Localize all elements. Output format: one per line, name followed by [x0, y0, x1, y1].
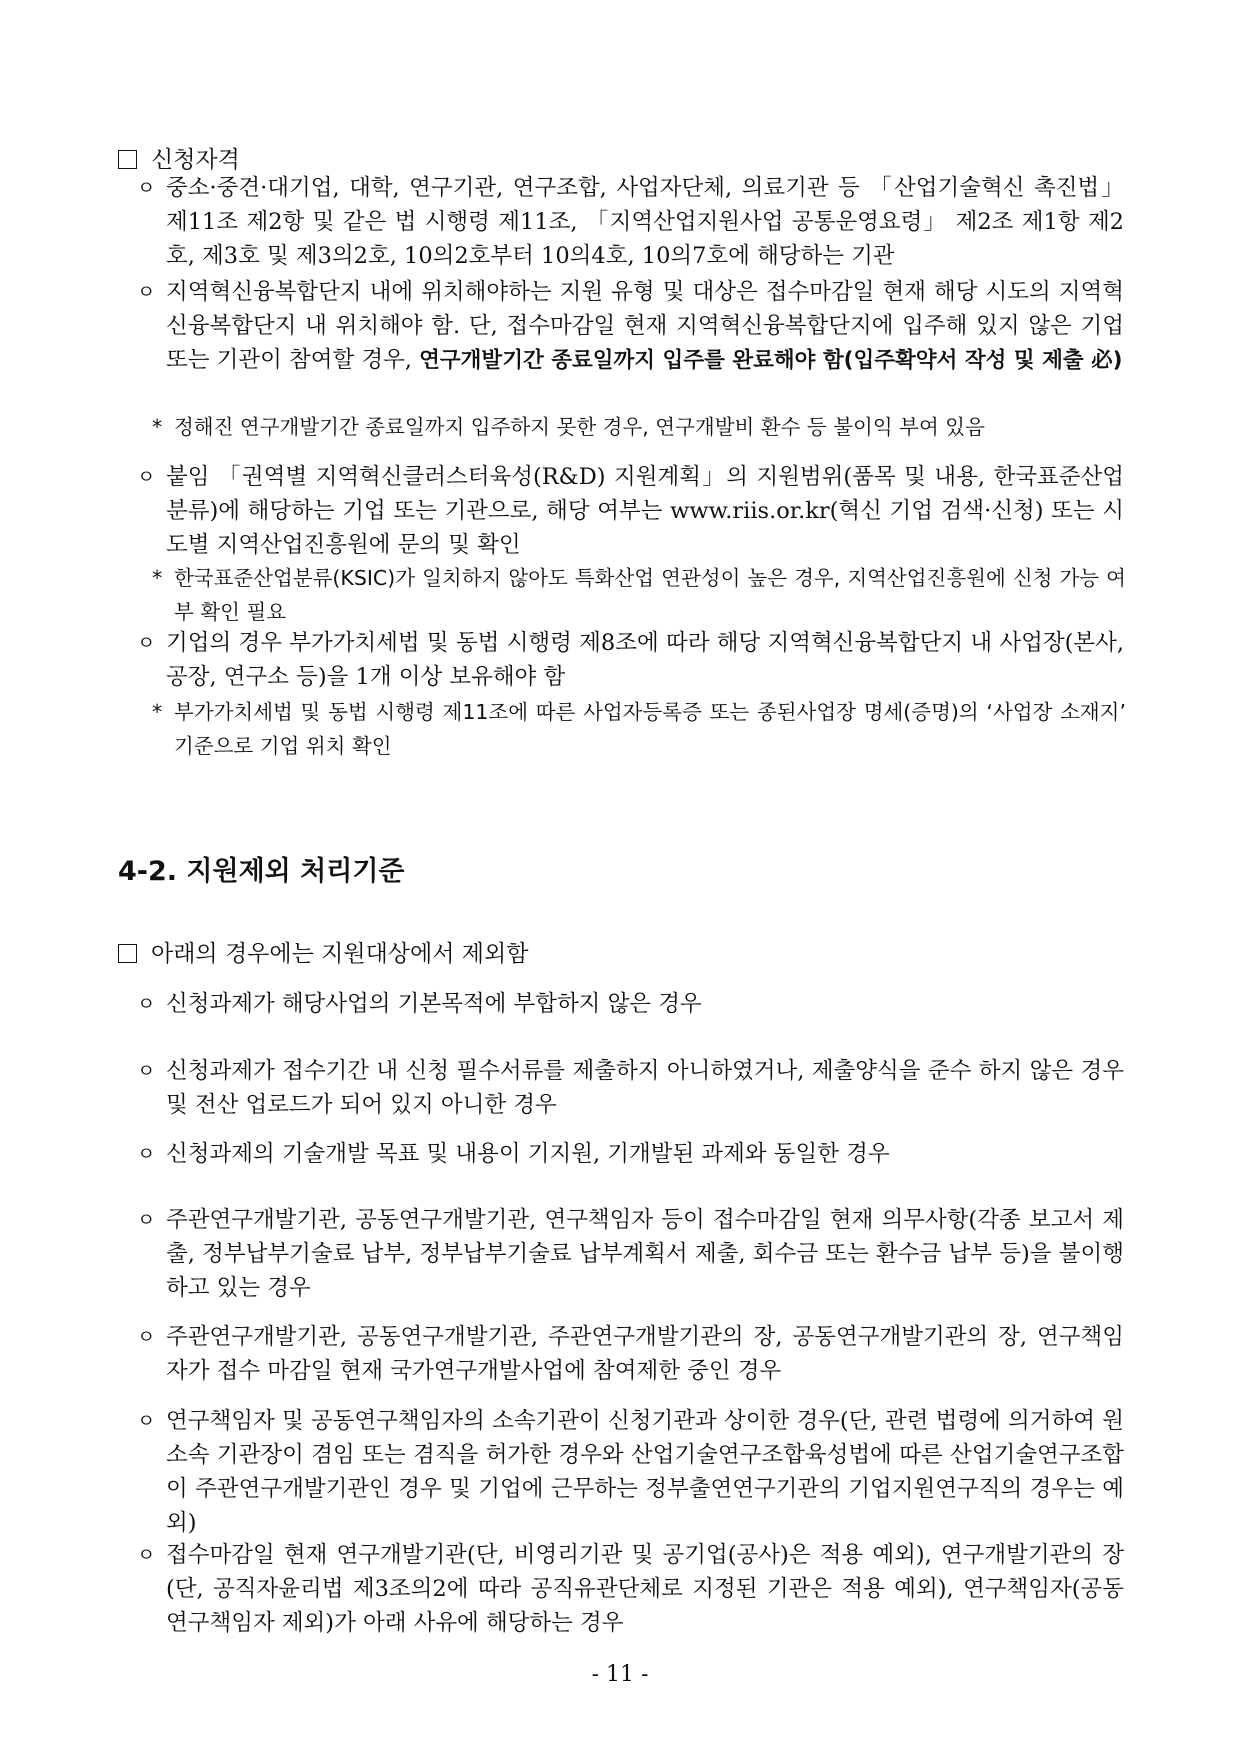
list-item: [137, 1538, 1124, 1640]
checkbox-square-icon: [118, 944, 137, 963]
item-text: 주관연구개발기관, 공동연구개발기관, 주관연구개발기관의 장, 공동연구개발기관의 장, 연구책임자가 접수 마감일 현재 국가연구개발사업에 참여제한 중인 경우: [166, 1324, 1124, 1384]
item-text: 붙임 「권역별 지역혁신클러스터육성(R&D) 지원계획」의 지원범위(품목 및 내용, 한국표준산업분류)에 해당하는 기업 또는 기관으로, 해당 여부는 www.riis.or.kr(혁신 기업 검색·신청) 또는 시도별 지역산업진흥원에 문의 및 확인: [166, 464, 1124, 558]
page-number: - 11 -: [591, 1662, 649, 1687]
bullet-icon: ㅇ: [137, 1326, 156, 1348]
asterisk-icon: *: [152, 415, 163, 439]
list-item: [137, 626, 1124, 694]
list-item: [137, 171, 1124, 273]
item-text: 접수마감일 현재 연구개발기관(단, 비영리기관 및 공기업(공사)은 적용 예외), 연구개발기관의 장(단, 공직자윤리법 제3조의2에 따라 공직유관단체로 지정된 기관은 적용 예외), 연구책임자(공동연구책임자 제외)가 아래 사유에 해당하는 경우: [166, 1542, 1124, 1636]
list-item: [137, 1137, 1124, 1171]
bullet-icon: ㅇ: [137, 993, 156, 1015]
item-text: 신청과제의 기술개발 목표 및 내용이 기지원, 기개발된 과제와 동일한 경우: [166, 1141, 890, 1167]
list-item: [137, 275, 1124, 378]
checkbox-square-icon: [118, 150, 137, 169]
list-item: [137, 1320, 1124, 1388]
bullet-icon: ㅇ: [137, 177, 156, 199]
list-item: [137, 1404, 1124, 1540]
note-item: [152, 561, 1126, 629]
list-item: [137, 987, 1124, 1021]
item-text: 연구책임자 및 공동연구책임자의 소속기관이 신청기관과 상이한 경우(단, 관련 법령에 의거하여 원 소속 기관장이 겸임 또는 겸직을 허가한 경우와 산업기술연구조합육성법에 따른 산업기술연구조합이 주관연구개발기관인 경우 및 기업에 근무하는 정부출연연구기관의 기업지원연구직의 경우는 예외): [166, 1408, 1124, 1536]
bullet-icon: ㅇ: [137, 632, 156, 654]
bullet-icon: ㅇ: [137, 1060, 156, 1082]
item-bold-text: 연구개발기간 종료일까지 입주를 완료해야 함(입주확약서 작성 및 제출 必): [419, 348, 1123, 373]
bullet-icon: ㅇ: [137, 1209, 156, 1231]
item-text: 지역혁신융복합단지 내에 위치해야하는 지원 유형 및 대상은 접수마감일 현재 해당 시도의 지역혁신융복합단지 내 위치해야 함. 단, 접수마감일 현재 지역혁신융복합단지에 입주해 있지 않은 기업 또는 기관이 참여할 경우,: [166, 279, 1124, 373]
item-text: 기업의 경우 부가가치세법 및 동법 시행령 제8조에 따라 해당 지역혁신융복합단지 내 사업장(본사, 공장, 연구소 등)을 1개 이상 보유해야 함: [166, 630, 1124, 690]
asterisk-icon: *: [152, 700, 163, 724]
list-item: [137, 460, 1124, 562]
section-heading: 4-2. 지원제외 처리기준: [118, 856, 405, 887]
bullet-icon: ㅇ: [137, 466, 156, 488]
section-exclusion-criteria: [118, 937, 528, 971]
note-text: 한국표준산업분류(KSIC)가 일치하지 않아도 특화산업 연관성이 높은 경우, 지역산업진흥원에 신청 가능 여부 확인 필요: [174, 566, 1126, 624]
item-text: 주관연구개발기관, 공동연구개발기관, 연구책임자 등이 접수마감일 현재 의무사항(각종 보고서 제출, 정부납부기술료 납부, 정부납부기술료 납부계획서 제출, 회수금 또는 환수금 납부 등)을 불이행하고 있는 경우: [166, 1207, 1124, 1301]
section-title: 신청자격: [151, 147, 240, 173]
bullet-icon: ㅇ: [137, 281, 156, 303]
note-text: 정해진 연구개발기간 종료일까지 입주하지 못한 경우, 연구개발비 환수 등 불이익 부여 있음: [174, 415, 985, 439]
section-title: 아래의 경우에는 지원대상에서 제외함: [151, 941, 529, 967]
bullet-icon: ㅇ: [137, 1410, 156, 1432]
note-item: [152, 410, 1126, 444]
list-item: [137, 1054, 1124, 1122]
asterisk-icon: *: [152, 566, 163, 590]
list-item: [137, 1203, 1124, 1305]
item-text: 중소·중견·대기업, 대학, 연구기관, 연구조합, 사업자단체, 의료기관 등 「산업기술혁신 촉진법」 제11조 제2항 및 같은 법 시행령 제11조, 「지역산업지원사업 공통운영요령」 제2조 제1항 제2호, 제3호 및 제3의2호, 10의2호부터 10의4호, 10의7호에 해당하는 기관: [166, 175, 1124, 269]
bullet-icon: ㅇ: [137, 1143, 156, 1165]
note-item: [152, 695, 1126, 763]
item-text: 신청과제가 해당사업의 기본목적에 부합하지 않은 경우: [166, 991, 702, 1017]
note-text: 부가가치세법 및 동법 시행령 제11조에 따른 사업자등록증 또는 종된사업장 명세(증명)의 ‘사업장 소재지’ 기준으로 기업 위치 확인: [174, 700, 1126, 758]
item-text: 신청과제가 접수기간 내 신청 필수서류를 제출하지 아니하였거나, 제출양식을 준수 하지 않은 경우 및 전산 업로드가 되어 있지 아니한 경우: [166, 1058, 1124, 1118]
bullet-icon: ㅇ: [137, 1544, 156, 1566]
